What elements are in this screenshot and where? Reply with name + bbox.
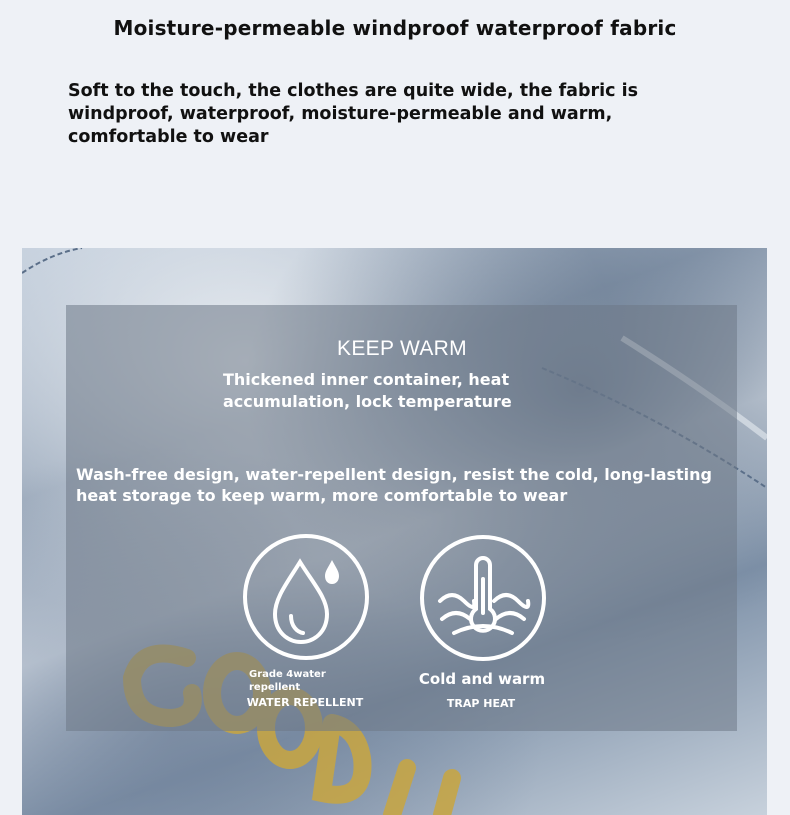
water-drop-icon bbox=[243, 534, 369, 660]
page-title: Moisture-permeable windproof waterproof fabric bbox=[113, 16, 677, 40]
trap-heat-caption: TRAP HEAT bbox=[446, 697, 516, 710]
water-repellent-grade-label: Grade 4water repellent bbox=[249, 669, 326, 693]
cold-and-warm-label: Cold and warm bbox=[418, 670, 546, 688]
thermometer-waves-icon bbox=[420, 535, 546, 661]
panel-subheading: Thickened inner container, heat accumulation, lock temperature bbox=[223, 370, 512, 411]
panel-heading: KEEP WARM bbox=[337, 337, 467, 360]
panel-description: Wash-free design, water-repellent design, resist the cold, long-lasting heat storage to keep warm, more comfortable to wear bbox=[76, 465, 713, 505]
intro-text: Soft to the touch, the clothes are quite wide, the fabric is windproof, waterproof, moisture-permeable and warm, comfortable to wear bbox=[68, 81, 639, 147]
water-repellent-caption: WATER REPELLENT bbox=[246, 696, 364, 709]
